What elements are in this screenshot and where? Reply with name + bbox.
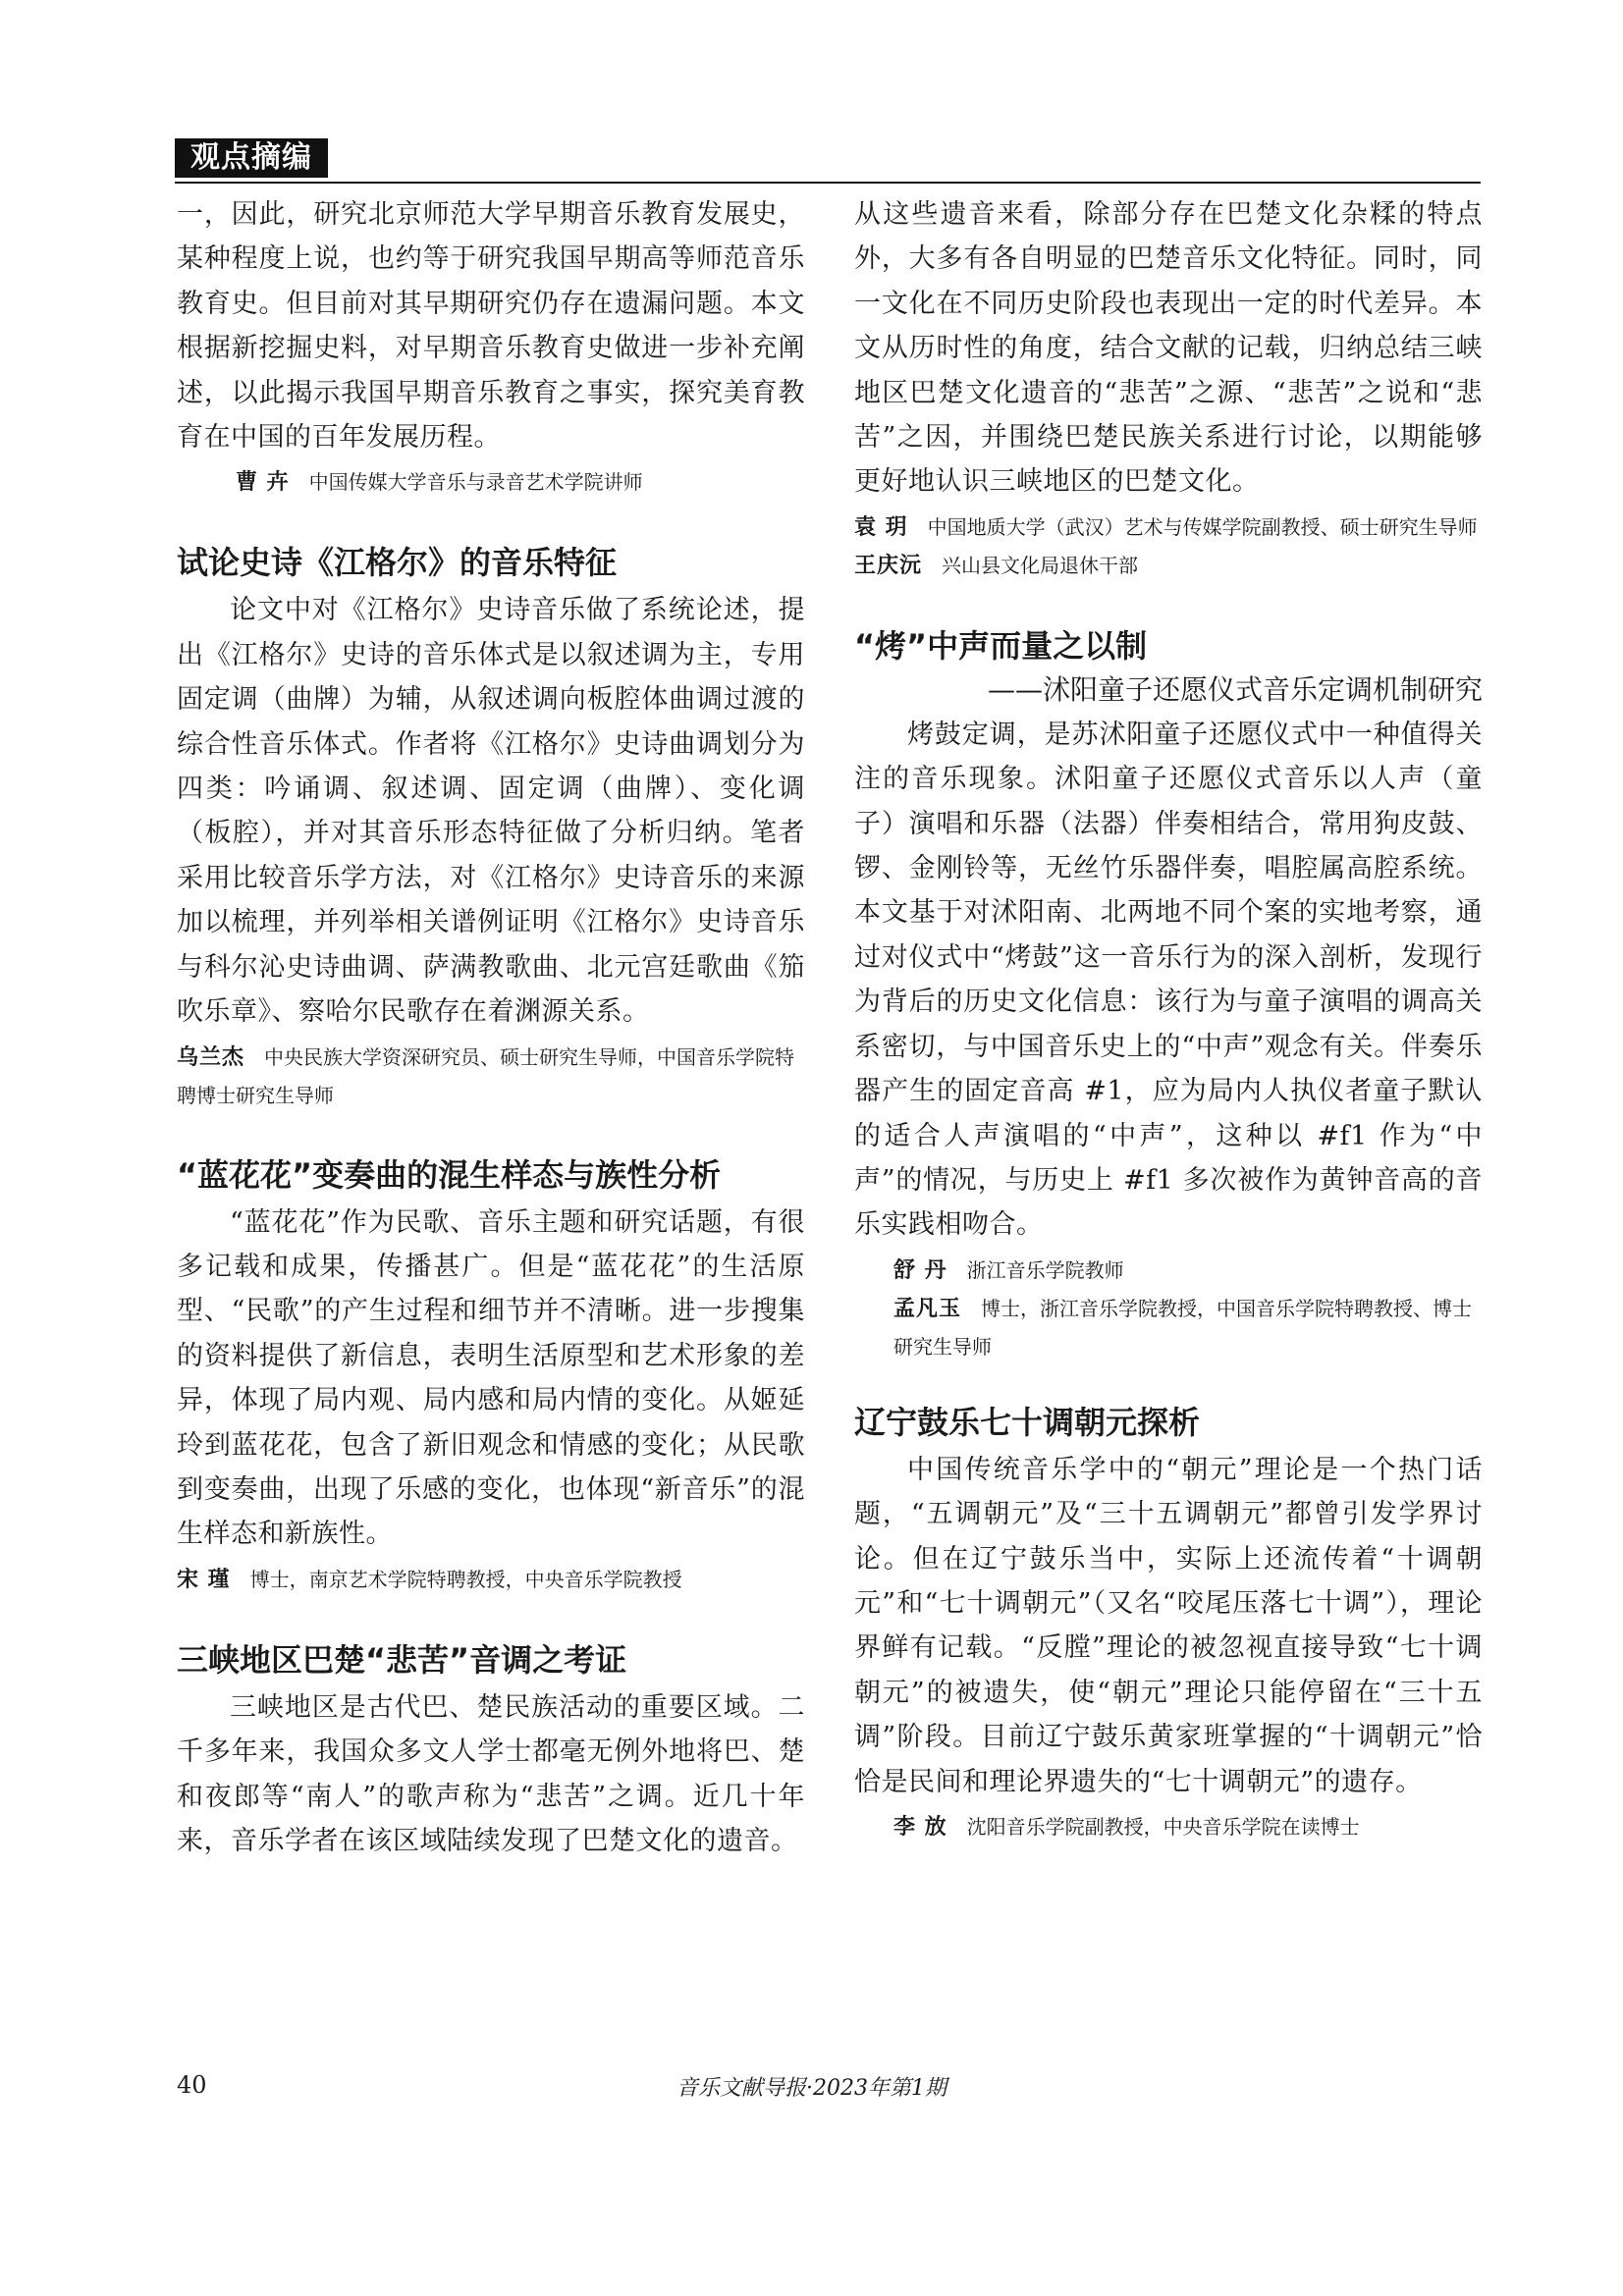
article-author-sanxia-2	[854, 547, 1483, 585]
author-desc: 中国地质大学（武汉）艺术与传媒学院副教授、硕士研究生导师	[927, 514, 1478, 539]
article-body-sanxia-continued: 从这些遗音来看，除部分存在巴楚文化杂糅的特点外，大多有各自明显的巴楚音乐文化特征。同时，同一文化在不同历史阶段也表现出一定的时代差异。本文从历时性的角度，结合文献的记载，归纳总结三峡地区巴楚文化遗音的“悲苦”之源、“悲苦”之说和“悲苦”之因，并围绕巴楚民族关系进行讨论，以期能够更好地认识三峡地区的巴楚文化。	[854, 199, 1483, 498]
author-name: 舒 丹	[893, 1257, 947, 1283]
journal-footer: 音乐文献导报·2023年第1期	[676, 2076, 947, 2101]
author-name: 孟凡玉	[893, 1296, 962, 1321]
author-name: 乌兰杰	[177, 1044, 245, 1070]
article-body-lanhuahua: “蓝花花”作为民歌、音乐主题和研究话题，有很多记载和成果，传播甚广。但是“蓝花花”的生活原型、“民歌”的产生过程和细节并不清晰。进一步搜集的资料提供了新信息，表明生活原型和艺术形象的差异，体现了局内观、局内感和局内情的变化。从姬延玲到蓝花花，包含了新旧观念和情感的变化；从民歌到变奏曲，出现了乐感的变化，也体现“新音乐”的混生样态和新族性。	[177, 1206, 805, 1550]
author-desc: 沈阳音乐学院副教授，中央音乐学院在读博士	[966, 1814, 1360, 1839]
article-title-lanhuahua: “蓝花花”变奏曲的混生样态与族性分析	[177, 1155, 722, 1194]
left-column	[177, 192, 805, 1863]
author-desc: 中央民族大学资深研究员、硕士研究生导师，中国音乐学院特聘博士研究生导师	[177, 1044, 795, 1107]
author-name: 王庆沅	[854, 553, 923, 578]
article-author-kao-2	[854, 1290, 1483, 1365]
article-author-kao-1	[854, 1252, 1483, 1290]
article-title-liaoning: 辽宁鼓乐七十调朝元探析	[854, 1403, 1201, 1441]
section-header	[175, 138, 1481, 184]
article-body-jianggeer: 论文中对《江格尔》史诗音乐做了系统论述，提出《江格尔》史诗的音乐体式是以叙述调为主，专用固定调（曲牌）为辅，从叙述调向板腔体曲调过渡的综合性音乐体式。作者将《江格尔》史诗曲调划分为四类：吟诵调、叙述调、固定调（曲牌）、变化调（板腔），并对其音乐形态特征做了分析归纳。笔者采用比较音乐学方法，对《江格尔》史诗音乐的来源加以梳理，并列举相关谱例证明《江格尔》史诗音乐与科尔沁史诗曲调、萨满教歌曲、北元宫廷歌曲《笳吹乐章》、察哈尔民歌存在着渊源关系。	[177, 595, 805, 1028]
article-body-liaoning: 中国传统音乐学中的“朝元”理论是一个热门话题，“五调朝元”及“三十五调朝元”都曾引发学界讨论。但在辽宁鼓乐当中，实际上还流传着“十调朝元”和“七十调朝元”（又名“咬尾压落七十调”），理论界鲜有记载。“反膛”理论的被忽视直接导致“七十调朝元”的被遗失，使“朝元”理论只能停留在“三十五调”阶段。目前辽宁鼓乐黄家班掌握的“十调朝元”恰恰是民间和理论界遗失的“七十调朝元”的遗存。	[854, 1454, 1483, 1797]
author-name: 袁 玥	[854, 514, 908, 540]
article-subtitle-kao: ——沭阳童子还愿仪式音乐定调机制研究	[987, 672, 1483, 706]
article-body-sanxia: 三峡地区是古代巴、楚民族活动的重要区域。二千多年来，我国众多文人学士都毫无例外地将巴、楚和夜郎等“南人”的歌声称为“悲苦”之调。近几十年来，音乐学者在该区域陆续发现了巴楚文化的遗音。	[177, 1691, 805, 1856]
author-desc: 浙江音乐学院教师	[966, 1257, 1124, 1282]
author-desc: 博士，浙江音乐学院教授，中国音乐学院特聘教授、博士研究生导师	[893, 1296, 1473, 1359]
section-label: 观点摘编	[175, 138, 328, 178]
author-name: 宋 瑾	[177, 1567, 231, 1592]
intro-author	[177, 463, 805, 502]
author-desc: 兴山县文化局退休干部	[942, 553, 1139, 577]
article-author-lanhuahua	[177, 1561, 805, 1599]
author-desc: 博士，南京艺术学院特聘教授，中央音乐学院教授	[249, 1567, 682, 1591]
page-number: 40	[177, 2071, 207, 2099]
intro-paragraph: 一，因此，研究北京师范大学早期音乐教育发展史，某种程度上说，也约等于研究我国早期高等师范音乐教育史。但目前对其早期研究仍存在遗漏问题。本文根据新挖掘史料，对早期音乐教育史做进一步补充阐述，以此揭示我国早期音乐教育之事实，探究美育教育在中国的百年发展历程。	[177, 199, 805, 454]
author-name: 李 放	[893, 1814, 947, 1840]
article-title-kao: “烤”中声而量之以制	[854, 626, 1148, 665]
right-column	[854, 192, 1483, 1846]
author-desc: 中国传媒大学音乐与录音艺术学院讲师	[308, 470, 643, 495]
article-title-jianggeer: 试论史诗《江格尔》的音乐特征	[177, 544, 618, 582]
article-author-jianggeer	[177, 1039, 805, 1114]
article-author-sanxia-1	[854, 508, 1483, 547]
article-author-liaoning	[854, 1808, 1483, 1846]
article-body-kao: 烤鼓定调，是苏沭阳童子还愿仪式中一种值得关注的音乐现象。沭阳童子还愿仪式音乐以人声（童子）演唱和乐器（法器）伴奏相结合，常用狗皮鼓、锣、金刚铃等，无丝竹乐器伴奏，唱腔属高腔系统。本文基于对沭阳南、北两地不同个案的实地考察，通过对仪式中“烤鼓”这一音乐行为的深入剖析，发现行为背后的历史文化信息：该行为与童子演唱的调高关系密切，与中国音乐史上的“中声”观念有关。伴奏乐器产生的固定音高 #1，应为局内人执仪者童子默认的适合人声演唱的“中声”，这种以 #f1 作为“中声”的情况，与历史上 #f1 多次被作为黄钟音高的音乐实践相吻合。	[854, 719, 1483, 1241]
article-title-sanxia: 三峡地区巴楚“悲苦”音调之考证	[177, 1640, 627, 1679]
author-name: 曹 卉	[236, 470, 290, 496]
